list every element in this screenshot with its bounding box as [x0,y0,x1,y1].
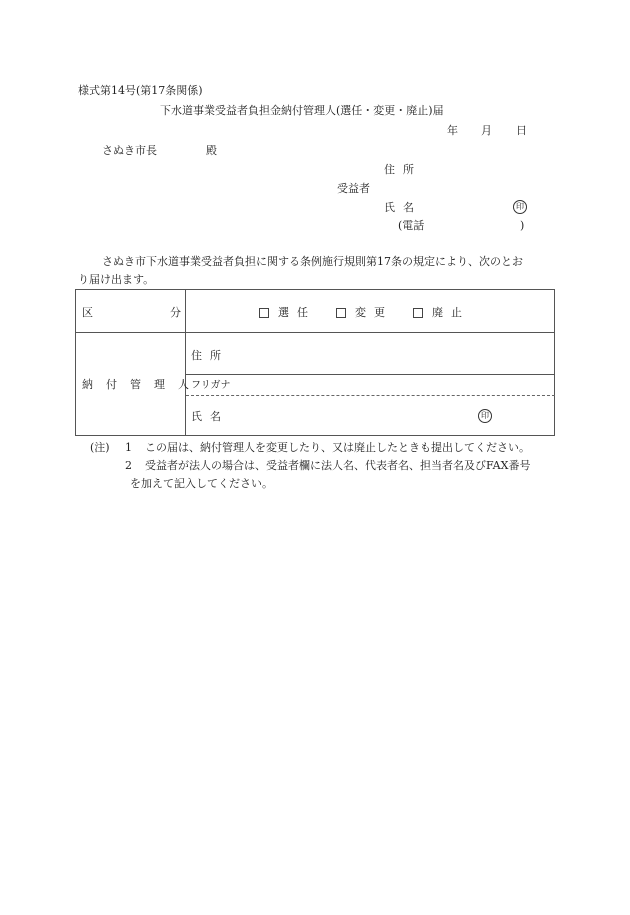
body-text-line1: さぬき市下水道事業受益者負担に関する条例施行規則第17条の規定により、次のとお [102,255,523,268]
table-row-divider [185,374,555,375]
seal-icon: 印 [478,409,492,423]
note-number: 2 [125,459,132,472]
date-year-label: 年 [447,124,458,137]
notes-header: (注) [90,441,110,454]
applicant-name-label: 氏名 [384,201,422,214]
applicant-address-label: 住所 [384,163,422,176]
option-abolish[interactable] [413,306,470,319]
honorific: 殿 [206,144,217,157]
manager-address-field[interactable]: 住所 [191,349,229,362]
note-text: 受益者が法人の場合は、受益者欄に法人名、代表者名、担当者名及びFAX番号 [145,459,531,472]
payment-manager-label: 納付管理人 [82,378,202,391]
body-text-line2: り届け出ます。 [78,273,155,286]
document-title: 下水道事業受益者負担金納付管理人(選任・変更・廃止)届 [160,104,444,117]
table-row-divider [76,332,554,333]
note-text-continuation: を加えて記入してください。 [130,477,273,490]
option-change[interactable] [336,306,393,319]
seal-icon: 印 [513,200,527,214]
table-divider [185,290,186,435]
beneficiary-label: 受益者 [337,182,370,195]
category-label-left: 区 [82,306,93,319]
form-table [75,289,555,436]
phone-close-paren: ) [520,219,525,232]
option-label: 変更 [355,306,393,319]
category-label-right: 分 [170,306,181,319]
date-month-label: 月 [481,124,492,137]
option-label: 選任 [278,306,316,319]
date-day-label: 日 [516,124,527,137]
note-text: この届は、納付管理人を変更したり、又は廃止したときも提出してください。 [145,441,530,454]
option-label: 廃止 [432,306,470,319]
note-number: 1 [125,441,132,454]
checkbox-icon[interactable] [336,308,346,318]
category-options [259,306,470,319]
checkbox-icon[interactable] [413,308,423,318]
addressee: さぬき市長 [102,144,157,157]
phone-label: (電話 [398,219,425,232]
table-dotted-divider [186,395,555,396]
checkbox-icon[interactable] [259,308,269,318]
manager-furigana-field[interactable]: フリガナ [191,380,231,391]
manager-name-field[interactable]: 氏名 [191,410,229,423]
form-number: 様式第14号(第17条関係) [78,84,203,97]
option-appoint[interactable] [259,306,316,319]
